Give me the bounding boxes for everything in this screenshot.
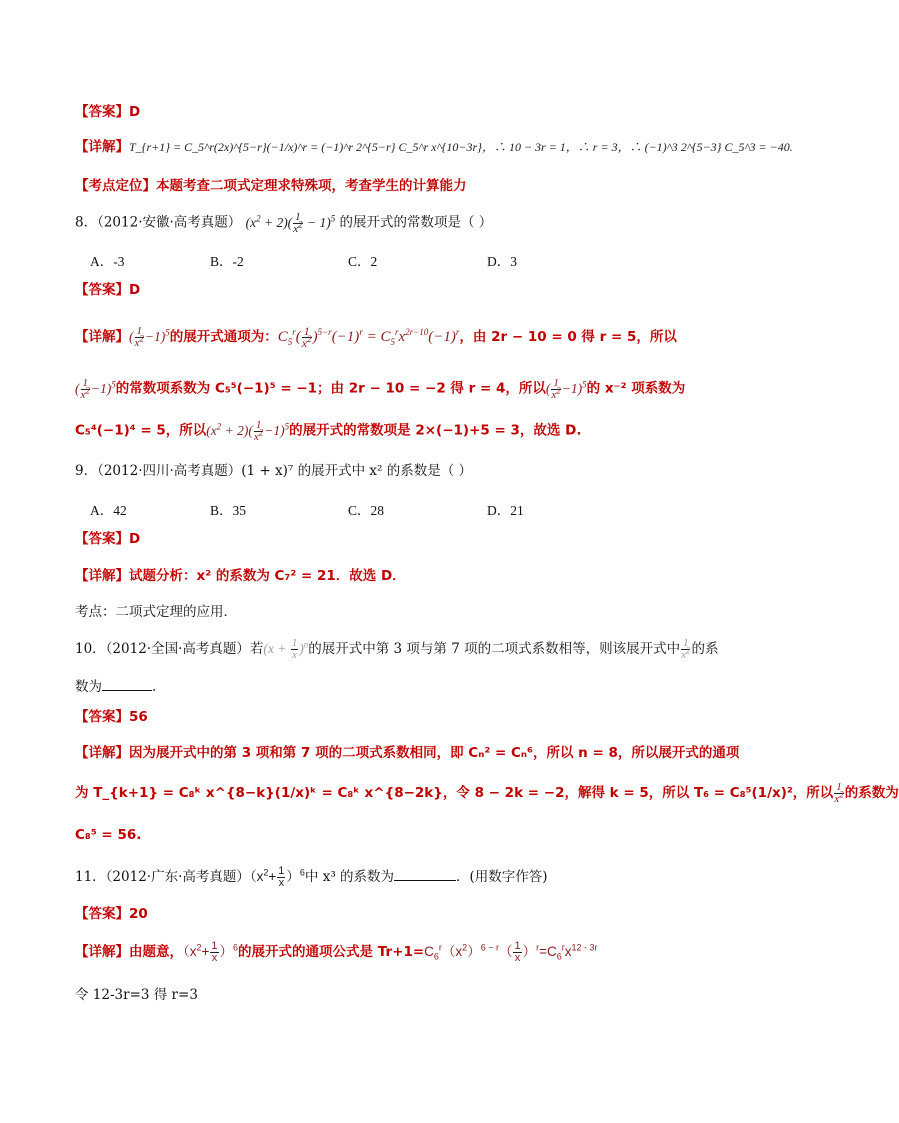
answer-line-q8: [75, 281, 140, 299]
detail-line-q7: [75, 138, 793, 156]
q8-d3: 的常数项系数为 C₅⁵(−1)⁵ = −1；由 2r − 10 = −2 得 r = 4，所以: [115, 380, 546, 397]
q10-d2a: 为 T_{k+1} = C₈ᵏ x^{8−k}(1/x)ᵏ = C₈ᵏ x^{8−2k}，令 8 − 2k = −2，解得 k = 5，所以 T₆ = C₈⁵(1/x)²，所以: [75, 785, 834, 801]
q8-option-a: A．-3: [90, 254, 125, 269]
answer-value: 20: [129, 906, 148, 922]
answer-value: D: [129, 531, 141, 547]
answer-blank[interactable]: [394, 868, 456, 881]
q8-d2: ，由 2r − 10 = 0 得 r = 5，所以: [459, 329, 677, 345]
q10-term-image: $\frac{1}{x^2}$: [681, 637, 691, 662]
answer-line-q11: [75, 905, 148, 923]
answer-value: 56: [129, 709, 148, 725]
q10-detail-line-3: [75, 826, 141, 844]
q10-stem-d: 数为: [75, 679, 102, 695]
q11-stem-a: 11．（2012·广东·高考真题）: [75, 869, 250, 886]
question-10-stem-line2: 数为 .: [75, 679, 157, 695]
q10-binomial-image: (x + $\frac{1}{x}$ )$^n$: [263, 637, 309, 662]
question-11-stem: [75, 866, 548, 889]
q10-detail-line-1: [75, 744, 739, 762]
q11-d1: 由题意，: [129, 944, 183, 960]
q10-d3: C₈⁵ = 56.: [75, 827, 142, 843]
q8-detail-line-2: ( $\frac{1}{x^2}$ −1)$^5$的常数项系数为 C₅⁵(−1)⁵ = −1；由 2r − 10 = −2 得 r = 4，所以( $\frac{1}{x^2}$ −1)$^5$的 x⁻² 项系数为: [75, 377, 686, 401]
q8-d1: 的展开式通项为：: [169, 329, 278, 345]
q10-detail-line-2: 为 T_{k+1} = C₈ᵏ x^{8−k}(1/x)ᵏ = C₈ᵏ x^{8−2k}，令 8 − 2k = −2，解得 k = 5，所以 T₆ = C₈⁵(1/x)²，所以 $\frac{1}{x^2}$ 的系数为: [75, 781, 899, 806]
question-9-stem: 9．（2012·四川·高考真题）(1 + x)⁷ 的展开式中 x² 的系数是（ ）: [75, 463, 473, 479]
q11-expression: （$x^2+$ $\frac{1}{x}$ ）$^6$: [249, 865, 305, 889]
point-line-q7: [75, 177, 467, 195]
detail-tag: 【详解】: [75, 568, 129, 584]
q8-d5: C₅⁴(−1)⁴ = 5，所以: [75, 422, 207, 439]
q9-detail-text: 试题分析：x² 的系数为 C₇² = 21．故选 D．: [129, 568, 406, 584]
q11-d2: 的展开式的通项公式是 Tr+1=: [238, 944, 425, 960]
detail-tag: 【详解】: [75, 745, 129, 761]
q9-option-c: C．28: [348, 503, 385, 518]
answer-tag: 【答案】: [75, 531, 129, 547]
q8-option-b: B．-2: [210, 254, 244, 269]
detail-tag: 【详解】: [75, 944, 129, 960]
question-10-stem-line1: [75, 638, 718, 661]
q11-detail-line-2: 令 12-3r=3 得 r=3: [75, 987, 198, 1003]
answer-tag: 【答案】: [75, 282, 129, 298]
q8-expression: $(x^2 + 2)$( $\frac{1}{x^2}$ − 1)$^5$: [245, 211, 336, 235]
q8-option-c: C．2: [348, 254, 378, 269]
q8-d6: 的展开式的常数项是 2×(−1)+5 = 3，故选 D.: [289, 422, 582, 439]
q9-kaodian: 考点：二项式定理的应用．: [75, 604, 237, 620]
q9-option-b: B．35: [210, 503, 247, 518]
answer-blank[interactable]: [102, 678, 152, 691]
q10-d2b: 的系数为: [844, 785, 899, 801]
question-8-stem: [75, 212, 492, 235]
q8-detail-line-1: 【详解】( $\frac{1}{x^2}$ −1)$^5$的展开式通项为：$C_5^r$( $\frac{1}{x^2}$ )$^{5-r}(-1)^r = C_5^rx^{2r-10}(-1)^r$，由 2r − 10 = 0 得 r = 5，所以: [75, 324, 677, 351]
q11-detail-line-1: 【详解】由题意，（$x^2+$ $\frac{1}{x}$ ）$^6$的展开式的通项公式是 $Tr+1=C_6^r(x^2)^{6 - r}$（ $\frac{1}{x}$ ）$^r=C_6^rx^{12 - 3r}$: [75, 939, 598, 964]
detail-tag: 【详解】: [75, 139, 129, 155]
q10-stem-a: 10．（2012·全国·高考真题）若: [75, 641, 264, 657]
answer-value: D: [129, 104, 141, 120]
q9-option-d: D．21: [487, 503, 524, 518]
detail-formula: T_{r+1} = C_5^r(2x)^{5−r}(−1/x)^r = (−1)^r 2^{5−r} C_5^r x^{10−3r}，∴ 10 − 3r = 1，∴ r = 3，∴ (−1)^3 2^{5−3} C_5^3 = −40.: [129, 140, 793, 154]
q8-detail-line-3: C₅⁴(−1)⁴ = 5，所以$(x^2 + 2)$( $\frac{1}{x^2}$ −1)$^5$的展开式的常数项是 2×(−1)+5 = 3，故选 D.: [75, 419, 582, 443]
q10-d1: 因为展开式中的第 3 项和第 7 项的二项式系数相同，即 Cₙ² = Cₙ⁶，所以 n = 8，所以展开式的通项: [129, 745, 740, 761]
q9-detail: [75, 567, 406, 585]
q8-option-d: D．3: [487, 254, 517, 269]
answer-line-q7: [75, 103, 140, 121]
answer-line-q10: [75, 708, 148, 726]
q10-stem-c: 的系: [691, 641, 719, 657]
q8-d4: 的 x⁻² 项系数为: [586, 380, 686, 397]
answer-tag: 【答案】: [75, 709, 129, 725]
answer-tag: 【答案】: [75, 104, 129, 120]
q9-option-a: A．42: [90, 503, 127, 518]
q8-prefix: 8．（2012·安徽·高考真题）: [75, 214, 242, 231]
detail-tag: 【详解】: [75, 329, 129, 345]
q8-suffix: 的展开式的常数项是（ ）: [339, 214, 493, 231]
answer-line-q9: [75, 530, 140, 548]
point-text: 本题考查二项式定理求特殊项，考查学生的计算能力: [156, 178, 467, 194]
q10-stem-b: 的展开式中第 3 项与第 7 项的二项式系数相等，则该展开式中: [308, 641, 681, 657]
answer-value: D: [129, 282, 141, 298]
answer-tag: 【答案】: [75, 906, 129, 922]
q11-stem-b: 中 x³ 的系数为: [304, 869, 395, 886]
point-tag: 【考点定位】: [75, 178, 156, 194]
q11-stem-c: ．(用数字作答): [456, 869, 548, 886]
